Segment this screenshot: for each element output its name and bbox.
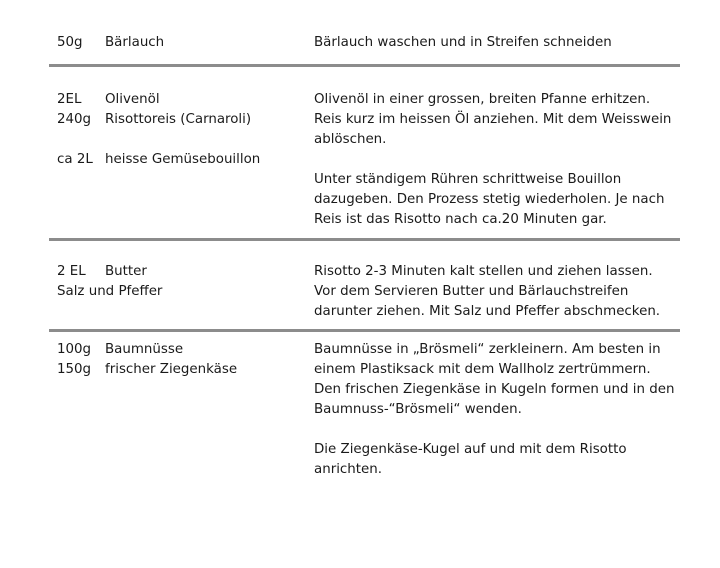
- section-divider: [49, 329, 680, 332]
- instruction-text: [314, 262, 674, 322]
- ingredient-quantity: 100g: [57, 342, 92, 357]
- instruction-text: [314, 340, 674, 480]
- instruction-line: Den frischen Ziegenkäse in Kugeln formen und in den: [314, 382, 675, 397]
- instruction-line: dazugeben. Den Prozess stetig wiederholen. Je nach: [314, 192, 665, 207]
- instruction-line: anrichten.: [314, 462, 382, 477]
- ingredient-row: [57, 90, 307, 110]
- ingredient-quantity: Salz und Pfeffer: [57, 284, 163, 299]
- ingredient-quantity: 50g: [57, 35, 83, 50]
- ingredient-list: [57, 262, 307, 302]
- instruction-text: [314, 33, 674, 53]
- instruction-line: Die Ziegenkäse-Kugel auf und mit dem Risotto: [314, 442, 627, 457]
- section-divider: [49, 238, 680, 241]
- instruction-line: Reis ist das Risotto nach ca.20 Minuten gar.: [314, 212, 607, 227]
- section-divider: [49, 64, 680, 67]
- ingredient-name: Bärlauch: [105, 35, 165, 50]
- instruction-line: Reis kurz im heissen Öl anziehen. Mit dem Weisswein: [314, 112, 672, 127]
- ingredient-row: [57, 33, 307, 53]
- ingredient-row: [57, 360, 307, 380]
- ingredient-quantity: ca 2L: [57, 152, 93, 167]
- ingredient-row: [57, 282, 307, 302]
- instruction-line: Olivenöl in einer grossen, breiten Pfanne erhitzen.: [314, 92, 651, 107]
- ingredient-list: [57, 33, 307, 53]
- ingredient-quantity: 150g: [57, 362, 92, 377]
- ingredient-row: [57, 110, 307, 130]
- instruction-line: Baumnuss-“Brösmeli“ wenden.: [314, 402, 522, 417]
- instruction-text: [314, 90, 674, 230]
- ingredient-name: Baumnüsse: [105, 342, 184, 357]
- ingredient-quantity: 240g: [57, 112, 92, 127]
- instruction-line: einem Plastiksack mit dem Wallholz zertrümmern.: [314, 362, 651, 377]
- ingredient-row: [57, 150, 307, 170]
- instruction-line: Bärlauch waschen und in Streifen schneiden: [314, 35, 612, 50]
- instruction-line: Baumnüsse in „Brösmeli“ zerkleinern. Am besten in: [314, 342, 661, 357]
- ingredient-name: frischer Ziegenkäse: [105, 362, 238, 377]
- ingredient-row: [57, 262, 307, 282]
- ingredient-name: Butter: [105, 264, 147, 279]
- instruction-line: darunter ziehen. Mit Salz und Pfeffer abschmecken.: [314, 304, 661, 319]
- ingredient-list: [57, 340, 307, 380]
- ingredient-quantity: 2EL: [57, 92, 82, 107]
- instruction-line: Vor dem Servieren Butter und Bärlauchstreifen: [314, 284, 629, 299]
- ingredient-name: Olivenöl: [105, 92, 160, 107]
- ingredient-quantity: 2 EL: [57, 264, 86, 279]
- ingredient-name: heisse Gemüsebouillon: [105, 152, 261, 167]
- instruction-line: Risotto 2-3 Minuten kalt stellen und ziehen lassen.: [314, 264, 653, 279]
- ingredient-row: [57, 340, 307, 360]
- ingredient-list: [57, 90, 307, 170]
- instruction-line: ablöschen.: [314, 132, 387, 147]
- instruction-line: Unter ständigem Rühren schrittweise Bouillon: [314, 172, 622, 187]
- ingredient-name: Risottoreis (Carnaroli): [105, 112, 252, 127]
